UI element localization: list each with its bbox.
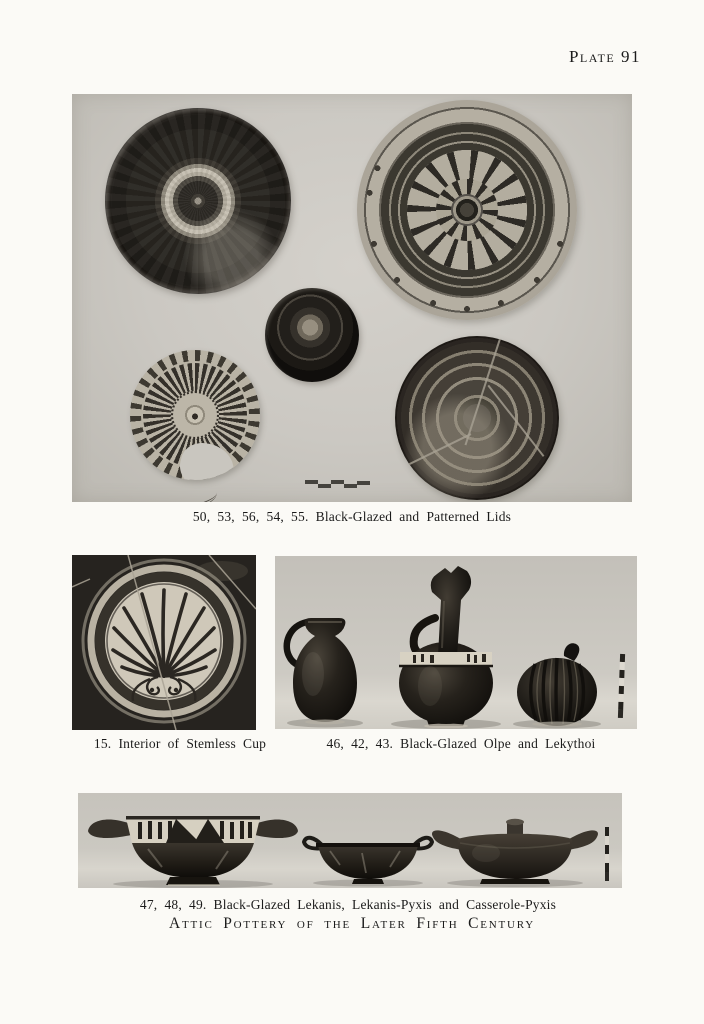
lid-patterned-fluted <box>130 350 260 480</box>
lid-knob <box>183 403 207 427</box>
caption-olpe: 46, 42, 43. Black-Glazed Olpe and Lekythoi <box>326 736 596 751</box>
lekanis <box>88 816 298 885</box>
ribbed-jar <box>517 643 597 726</box>
vessel-group <box>275 556 637 729</box>
stemless-cup-medallion <box>72 555 256 730</box>
lid-knob <box>451 194 483 226</box>
scale-stick <box>618 654 625 718</box>
lid-small-black <box>265 288 359 382</box>
lekythos <box>399 566 493 729</box>
caption-cup: 15. Interior of Stemless Cup <box>93 736 267 751</box>
crack-line <box>395 433 471 479</box>
crack-line <box>465 336 504 445</box>
vessel-group <box>78 793 622 888</box>
lid-banded-broken <box>395 336 559 500</box>
casserole-pyxis <box>432 819 598 884</box>
crack-line <box>487 385 544 457</box>
plate-label: Plate 91 <box>568 47 641 66</box>
sherd-fragment <box>165 482 218 502</box>
scale-stick <box>605 827 609 881</box>
caption-lekanis: 47, 48, 49. Black-Glazed Lekanis, Lekanis-Pyxis and Casserole-Pyxis <box>139 897 557 912</box>
photo-lekanis-row <box>78 793 622 888</box>
page-footer: Attic Pottery of the Later Fifth Century <box>168 915 536 932</box>
lid-black-glazed <box>105 108 291 294</box>
photo-olpe-lekythoi <box>275 556 637 729</box>
lekanis-pyxis <box>304 838 432 884</box>
lid-patterned-rays <box>357 100 577 320</box>
caption-lids: 50, 53, 56, 54, 55. Black-Glazed and Patterned Lids <box>192 509 512 524</box>
olpe <box>287 618 357 725</box>
photo-cup-interior <box>72 555 256 730</box>
photo-lids <box>72 94 632 502</box>
